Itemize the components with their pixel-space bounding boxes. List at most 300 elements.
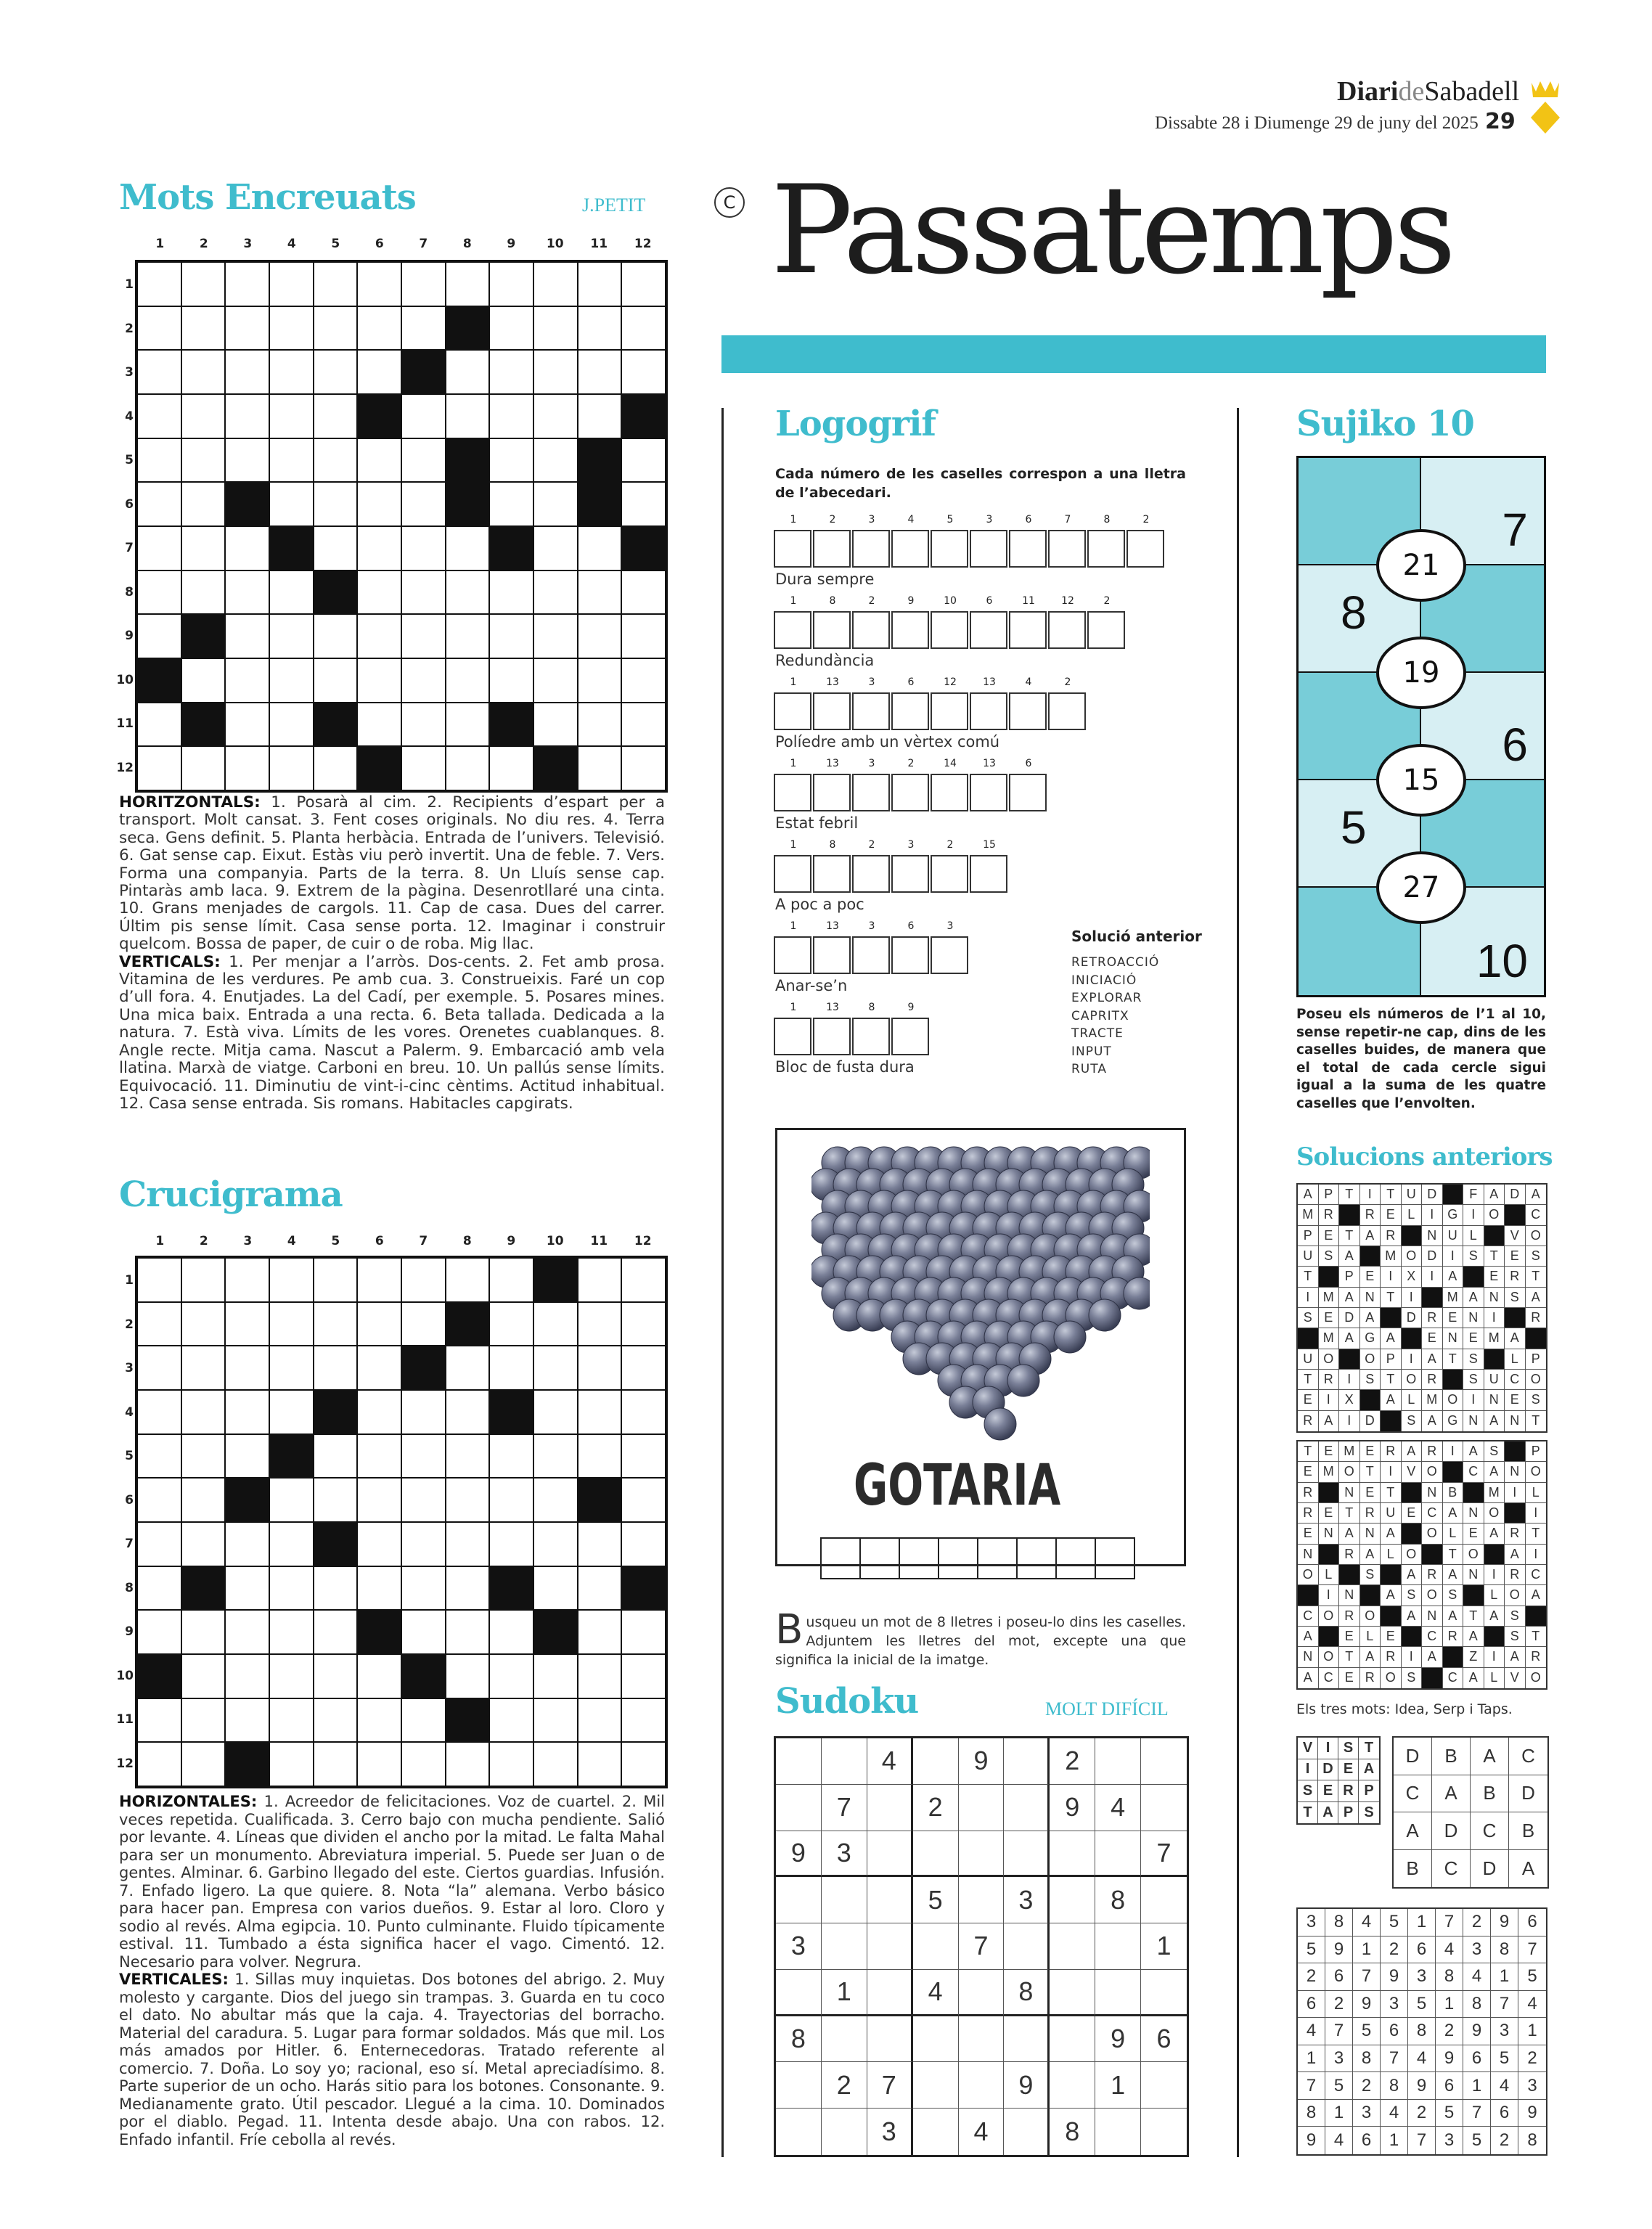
grid-cell[interactable]	[490, 1259, 533, 1301]
grid-cell[interactable]	[314, 1743, 357, 1786]
sudoku-cell[interactable]	[913, 2062, 959, 2109]
grid-cell[interactable]	[358, 1523, 401, 1566]
mots-encreuats-grid[interactable]	[135, 260, 668, 793]
logogrif-letter-cell[interactable]	[813, 855, 851, 893]
logogrif-letter-cell[interactable]	[931, 855, 968, 893]
grid-cell[interactable]	[578, 351, 621, 393]
grid-cell[interactable]	[534, 659, 577, 702]
sudoku-cell[interactable]	[1141, 1738, 1187, 1785]
logogrif-letter-cell[interactable]	[1009, 692, 1047, 730]
grid-cell[interactable]	[270, 571, 313, 614]
logogrif-letter-cell[interactable]	[1009, 611, 1047, 649]
grid-cell[interactable]	[314, 395, 357, 438]
grid-cell[interactable]	[402, 1478, 445, 1521]
grid-cell[interactable]	[226, 307, 269, 350]
grid-cell[interactable]	[402, 483, 445, 525]
logogrif-letter-cell[interactable]	[1087, 611, 1125, 649]
logogrif-letter-cell[interactable]	[891, 611, 929, 649]
sudoku-cell[interactable]	[959, 2016, 1005, 2063]
grid-cell[interactable]	[182, 351, 225, 393]
sudoku-cell[interactable]	[913, 2016, 959, 2063]
sudoku-cell[interactable]	[867, 1970, 913, 2016]
grid-cell[interactable]	[358, 1567, 401, 1610]
sudoku-cell[interactable]	[1141, 2109, 1187, 2155]
grid-cell[interactable]	[578, 1611, 621, 1653]
sudoku-grid[interactable]	[774, 1736, 1189, 2157]
grid-cell[interactable]	[182, 307, 225, 350]
sudoku-cell[interactable]	[1141, 1877, 1187, 1923]
logogrif-letter-cell[interactable]	[891, 1018, 929, 1055]
grid-cell[interactable]	[182, 263, 225, 306]
grid-cell[interactable]	[446, 1523, 489, 1566]
grid-cell[interactable]	[182, 1391, 225, 1433]
grid-cell[interactable]	[402, 1391, 445, 1433]
grid-cell[interactable]	[578, 571, 621, 614]
grid-cell[interactable]	[490, 1303, 533, 1346]
sudoku-cell[interactable]	[1095, 1970, 1141, 2016]
sudoku-cell[interactable]	[959, 1970, 1005, 2016]
grid-cell[interactable]	[622, 263, 665, 306]
grid-cell[interactable]	[358, 1259, 401, 1301]
gotaria-letter-box[interactable]	[859, 1537, 900, 1579]
grid-cell[interactable]	[446, 395, 489, 438]
logogrif-letter-cell[interactable]	[970, 530, 1007, 568]
grid-cell[interactable]	[578, 1743, 621, 1786]
grid-cell[interactable]	[270, 615, 313, 658]
sudoku-cell[interactable]	[822, 2016, 867, 2063]
logogrif-letter-cell[interactable]	[852, 774, 890, 811]
grid-cell[interactable]	[226, 1435, 269, 1478]
grid-cell[interactable]	[358, 439, 401, 482]
sudoku-cell[interactable]	[1004, 1831, 1050, 1878]
logogrif-letter-cell[interactable]	[931, 530, 968, 568]
grid-cell[interactable]	[182, 747, 225, 790]
grid-cell[interactable]	[182, 1699, 225, 1742]
grid-cell[interactable]	[138, 1478, 181, 1521]
sudoku-cell[interactable]	[913, 1738, 959, 1785]
grid-cell[interactable]	[402, 747, 445, 790]
grid-cell[interactable]	[182, 1346, 225, 1389]
grid-cell[interactable]	[138, 1611, 181, 1653]
grid-cell[interactable]	[446, 1259, 489, 1301]
grid-cell[interactable]	[578, 659, 621, 702]
grid-cell[interactable]	[402, 439, 445, 482]
grid-cell[interactable]	[314, 1655, 357, 1698]
sudoku-cell[interactable]	[776, 1877, 822, 1923]
logogrif-answer-row[interactable]	[774, 611, 1126, 649]
grid-cell[interactable]	[270, 747, 313, 790]
grid-cell[interactable]	[138, 527, 181, 570]
grid-cell[interactable]	[622, 1346, 665, 1389]
grid-cell[interactable]	[270, 659, 313, 702]
grid-cell[interactable]	[226, 395, 269, 438]
sudoku-cell[interactable]	[1141, 2062, 1187, 2109]
grid-cell[interactable]	[446, 1346, 489, 1389]
grid-cell[interactable]	[314, 1478, 357, 1521]
grid-cell[interactable]	[402, 263, 445, 306]
logogrif-letter-cell[interactable]	[852, 855, 890, 893]
logogrif-letter-cell[interactable]	[852, 530, 890, 568]
grid-cell[interactable]	[446, 351, 489, 393]
grid-cell[interactable]	[314, 1346, 357, 1389]
grid-cell[interactable]	[490, 1699, 533, 1742]
grid-cell[interactable]	[402, 1303, 445, 1346]
grid-cell[interactable]	[138, 1743, 181, 1786]
grid-cell[interactable]	[358, 1303, 401, 1346]
sudoku-cell[interactable]	[959, 2062, 1005, 2109]
grid-cell[interactable]	[534, 571, 577, 614]
grid-cell[interactable]	[578, 527, 621, 570]
grid-cell[interactable]	[446, 571, 489, 614]
grid-cell[interactable]	[314, 747, 357, 790]
grid-cell[interactable]	[314, 1567, 357, 1610]
grid-cell[interactable]	[358, 1346, 401, 1389]
grid-cell[interactable]	[622, 747, 665, 790]
logogrif-letter-cell[interactable]	[891, 774, 929, 811]
logogrif-letter-cell[interactable]	[970, 774, 1007, 811]
grid-cell[interactable]	[578, 1655, 621, 1698]
logogrif-letter-cell[interactable]	[813, 774, 851, 811]
grid-cell[interactable]	[622, 1699, 665, 1742]
grid-cell[interactable]	[226, 1523, 269, 1566]
sudoku-cell[interactable]	[1050, 1877, 1095, 1923]
grid-cell[interactable]	[314, 483, 357, 525]
grid-cell[interactable]	[138, 1346, 181, 1389]
gotaria-letter-box[interactable]	[1095, 1537, 1135, 1579]
grid-cell[interactable]	[534, 1478, 577, 1521]
grid-cell[interactable]	[578, 747, 621, 790]
grid-cell[interactable]	[622, 659, 665, 702]
grid-cell[interactable]	[534, 1655, 577, 1698]
grid-cell[interactable]	[402, 1523, 445, 1566]
grid-cell[interactable]	[358, 1655, 401, 1698]
grid-cell[interactable]	[226, 1655, 269, 1698]
grid-cell[interactable]	[578, 703, 621, 746]
grid-cell[interactable]	[138, 395, 181, 438]
grid-cell[interactable]	[622, 1478, 665, 1521]
grid-cell[interactable]	[138, 263, 181, 306]
gotaria-letter-box[interactable]	[899, 1537, 939, 1579]
grid-cell[interactable]	[270, 307, 313, 350]
logogrif-letter-cell[interactable]	[774, 774, 811, 811]
grid-cell[interactable]	[622, 1391, 665, 1433]
grid-cell[interactable]	[138, 307, 181, 350]
grid-cell[interactable]	[270, 1743, 313, 1786]
grid-cell[interactable]	[358, 307, 401, 350]
grid-cell[interactable]	[490, 1478, 533, 1521]
sudoku-cell[interactable]	[1004, 1923, 1050, 1970]
grid-cell[interactable]	[402, 1611, 445, 1653]
logogrif-letter-cell[interactable]	[852, 611, 890, 649]
grid-cell[interactable]	[490, 351, 533, 393]
grid-cell[interactable]	[226, 1611, 269, 1653]
logogrif-letter-cell[interactable]	[813, 611, 851, 649]
grid-cell[interactable]	[138, 615, 181, 658]
logogrif-letter-cell[interactable]	[891, 936, 929, 974]
grid-cell[interactable]	[314, 1699, 357, 1742]
logogrif-letter-cell[interactable]	[891, 530, 929, 568]
logogrif-letter-cell[interactable]	[774, 1018, 811, 1055]
grid-cell[interactable]	[182, 1303, 225, 1346]
sudoku-cell[interactable]	[776, 1785, 822, 1831]
grid-cell[interactable]	[270, 395, 313, 438]
sudoku-cell[interactable]	[1004, 2109, 1050, 2155]
sudoku-cell[interactable]	[776, 2109, 822, 2155]
grid-cell[interactable]	[578, 1699, 621, 1742]
logogrif-letter-cell[interactable]	[891, 692, 929, 730]
grid-cell[interactable]	[446, 1611, 489, 1653]
grid-cell[interactable]	[358, 615, 401, 658]
grid-cell[interactable]	[578, 263, 621, 306]
grid-cell[interactable]	[226, 1346, 269, 1389]
grid-cell[interactable]	[534, 439, 577, 482]
grid-cell[interactable]	[534, 1567, 577, 1610]
sudoku-cell[interactable]	[1050, 2062, 1095, 2109]
grid-cell[interactable]	[402, 659, 445, 702]
logogrif-letter-cell[interactable]	[774, 692, 811, 730]
grid-cell[interactable]	[358, 1478, 401, 1521]
grid-cell[interactable]	[358, 1699, 401, 1742]
sudoku-cell[interactable]	[1095, 1923, 1141, 1970]
grid-cell[interactable]	[226, 615, 269, 658]
grid-cell[interactable]	[138, 1699, 181, 1742]
gotaria-letter-box[interactable]	[1016, 1537, 1057, 1579]
logogrif-letter-cell[interactable]	[852, 1018, 890, 1055]
grid-cell[interactable]	[138, 483, 181, 525]
grid-cell[interactable]	[270, 351, 313, 393]
logogrif-letter-cell[interactable]	[970, 611, 1007, 649]
grid-cell[interactable]	[402, 1699, 445, 1742]
grid-cell[interactable]	[490, 439, 533, 482]
grid-cell[interactable]	[622, 1435, 665, 1478]
grid-cell[interactable]	[534, 263, 577, 306]
grid-cell[interactable]	[490, 571, 533, 614]
grid-cell[interactable]	[270, 1391, 313, 1433]
grid-cell[interactable]	[622, 1655, 665, 1698]
sudoku-cell[interactable]	[822, 1877, 867, 1923]
logogrif-letter-cell[interactable]	[852, 692, 890, 730]
sudoku-cell[interactable]	[913, 1831, 959, 1878]
sudoku-cell[interactable]	[1050, 1970, 1095, 2016]
grid-cell[interactable]	[578, 1259, 621, 1301]
logogrif-letter-cell[interactable]	[813, 530, 851, 568]
logogrif-letter-cell[interactable]	[774, 936, 811, 974]
grid-cell[interactable]	[226, 527, 269, 570]
grid-cell[interactable]	[226, 1567, 269, 1610]
grid-cell[interactable]	[622, 1611, 665, 1653]
grid-cell[interactable]	[490, 1523, 533, 1566]
sudoku-cell[interactable]	[776, 1970, 822, 2016]
grid-cell[interactable]	[182, 659, 225, 702]
grid-cell[interactable]	[182, 1435, 225, 1478]
sudoku-cell[interactable]	[959, 1785, 1005, 1831]
grid-cell[interactable]	[534, 1523, 577, 1566]
grid-cell[interactable]	[314, 307, 357, 350]
gotaria-letter-box[interactable]	[938, 1537, 978, 1579]
grid-cell[interactable]	[402, 703, 445, 746]
grid-cell[interactable]	[226, 439, 269, 482]
grid-cell[interactable]	[138, 747, 181, 790]
sudoku-cell[interactable]	[1004, 2016, 1050, 2063]
sudoku-cell[interactable]	[822, 2109, 867, 2155]
grid-cell[interactable]	[358, 1743, 401, 1786]
logogrif-letter-cell[interactable]	[1048, 530, 1086, 568]
grid-cell[interactable]	[270, 1523, 313, 1566]
grid-cell[interactable]	[270, 1259, 313, 1301]
grid-cell[interactable]	[402, 615, 445, 658]
grid-cell[interactable]	[446, 1743, 489, 1786]
logogrif-letter-cell[interactable]	[931, 936, 968, 974]
grid-cell[interactable]	[578, 1346, 621, 1389]
grid-cell[interactable]	[358, 659, 401, 702]
grid-cell[interactable]	[226, 703, 269, 746]
grid-cell[interactable]	[138, 571, 181, 614]
sudoku-cell[interactable]	[867, 1923, 913, 1970]
grid-cell[interactable]	[226, 1391, 269, 1433]
grid-cell[interactable]	[226, 659, 269, 702]
grid-cell[interactable]	[534, 483, 577, 525]
logogrif-letter-cell[interactable]	[813, 1018, 851, 1055]
grid-cell[interactable]	[622, 1259, 665, 1301]
grid-cell[interactable]	[490, 1655, 533, 1698]
grid-cell[interactable]	[226, 263, 269, 306]
grid-cell[interactable]	[490, 659, 533, 702]
logogrif-letter-cell[interactable]	[1009, 530, 1047, 568]
grid-cell[interactable]	[358, 1435, 401, 1478]
sudoku-cell[interactable]	[867, 1785, 913, 1831]
grid-cell[interactable]	[182, 1478, 225, 1521]
logogrif-letter-cell[interactable]	[1048, 611, 1086, 649]
grid-cell[interactable]	[314, 615, 357, 658]
grid-cell[interactable]	[402, 1259, 445, 1301]
grid-cell[interactable]	[314, 263, 357, 306]
sudoku-cell[interactable]	[776, 1738, 822, 1785]
grid-cell[interactable]	[534, 527, 577, 570]
logogrif-letter-cell[interactable]	[891, 855, 929, 893]
grid-cell[interactable]	[270, 439, 313, 482]
grid-cell[interactable]	[534, 615, 577, 658]
grid-cell[interactable]	[622, 483, 665, 525]
grid-cell[interactable]	[270, 1611, 313, 1653]
logogrif-letter-cell[interactable]	[1048, 692, 1086, 730]
logogrif-letter-cell[interactable]	[813, 692, 851, 730]
logogrif-letter-cell[interactable]	[774, 611, 811, 649]
logogrif-letter-cell[interactable]	[813, 936, 851, 974]
grid-cell[interactable]	[182, 1523, 225, 1566]
grid-cell[interactable]	[226, 351, 269, 393]
grid-cell[interactable]	[490, 395, 533, 438]
sudoku-cell[interactable]	[776, 2062, 822, 2109]
logogrif-letter-cell[interactable]	[931, 774, 968, 811]
sudoku-cell[interactable]	[1050, 1831, 1095, 1878]
grid-cell[interactable]	[402, 1435, 445, 1478]
grid-cell[interactable]	[446, 1655, 489, 1698]
sudoku-cell[interactable]	[1050, 2016, 1095, 2063]
grid-cell[interactable]	[578, 1523, 621, 1566]
grid-cell[interactable]	[270, 1567, 313, 1610]
grid-cell[interactable]	[402, 395, 445, 438]
grid-cell[interactable]	[182, 439, 225, 482]
grid-cell[interactable]	[270, 483, 313, 525]
grid-cell[interactable]	[138, 1435, 181, 1478]
grid-cell[interactable]	[622, 351, 665, 393]
sudoku-cell[interactable]	[959, 1877, 1005, 1923]
sudoku-cell[interactable]	[1095, 2109, 1141, 2155]
grid-cell[interactable]	[446, 527, 489, 570]
sudoku-cell[interactable]	[1004, 1785, 1050, 1831]
grid-cell[interactable]	[182, 1259, 225, 1301]
logogrif-letter-cell[interactable]	[774, 855, 811, 893]
grid-cell[interactable]	[446, 703, 489, 746]
grid-cell[interactable]	[314, 527, 357, 570]
logogrif-letter-cell[interactable]	[970, 692, 1007, 730]
grid-cell[interactable]	[446, 1567, 489, 1610]
grid-cell[interactable]	[314, 351, 357, 393]
grid-cell[interactable]	[622, 703, 665, 746]
gotaria-answer-boxes[interactable]	[820, 1537, 1134, 1579]
grid-cell[interactable]	[446, 615, 489, 658]
grid-cell[interactable]	[358, 1391, 401, 1433]
grid-cell[interactable]	[490, 615, 533, 658]
logogrif-letter-cell[interactable]	[1126, 530, 1164, 568]
grid-cell[interactable]	[358, 263, 401, 306]
logogrif-letter-cell[interactable]	[931, 692, 968, 730]
grid-cell[interactable]	[226, 571, 269, 614]
grid-cell[interactable]	[578, 1391, 621, 1433]
grid-cell[interactable]	[138, 703, 181, 746]
grid-cell[interactable]	[358, 703, 401, 746]
grid-cell[interactable]	[314, 1611, 357, 1653]
logogrif-letter-cell[interactable]	[774, 530, 811, 568]
gotaria-letter-box[interactable]	[1055, 1537, 1096, 1579]
grid-cell[interactable]	[446, 1435, 489, 1478]
gotaria-letter-box[interactable]	[977, 1537, 1018, 1579]
grid-cell[interactable]	[622, 307, 665, 350]
logogrif-answer-row[interactable]	[774, 692, 1087, 730]
sujiko-board[interactable]	[1296, 456, 1546, 997]
grid-cell[interactable]	[226, 747, 269, 790]
grid-cell[interactable]	[490, 263, 533, 306]
grid-cell[interactable]	[446, 659, 489, 702]
grid-cell[interactable]	[226, 1699, 269, 1742]
grid-cell[interactable]	[314, 1435, 357, 1478]
grid-cell[interactable]	[270, 1303, 313, 1346]
grid-cell[interactable]	[138, 1259, 181, 1301]
sudoku-cell[interactable]	[822, 1923, 867, 1970]
grid-cell[interactable]	[622, 1743, 665, 1786]
grid-cell[interactable]	[182, 483, 225, 525]
grid-cell[interactable]	[182, 1743, 225, 1786]
sudoku-cell[interactable]	[1050, 1923, 1095, 1970]
grid-cell[interactable]	[534, 1303, 577, 1346]
sudoku-cell[interactable]	[1141, 1785, 1187, 1831]
grid-cell[interactable]	[138, 1523, 181, 1566]
sudoku-cell[interactable]	[959, 1831, 1005, 1878]
grid-cell[interactable]	[578, 1567, 621, 1610]
grid-cell[interactable]	[182, 571, 225, 614]
grid-cell[interactable]	[270, 1478, 313, 1521]
grid-cell[interactable]	[622, 615, 665, 658]
grid-cell[interactable]	[446, 1478, 489, 1521]
grid-cell[interactable]	[578, 307, 621, 350]
grid-cell[interactable]	[270, 1699, 313, 1742]
grid-cell[interactable]	[226, 1303, 269, 1346]
grid-cell[interactable]	[226, 1259, 269, 1301]
sudoku-cell[interactable]	[1141, 1970, 1187, 2016]
grid-cell[interactable]	[270, 703, 313, 746]
grid-cell[interactable]	[534, 1435, 577, 1478]
sudoku-cell[interactable]	[1095, 1831, 1141, 1878]
